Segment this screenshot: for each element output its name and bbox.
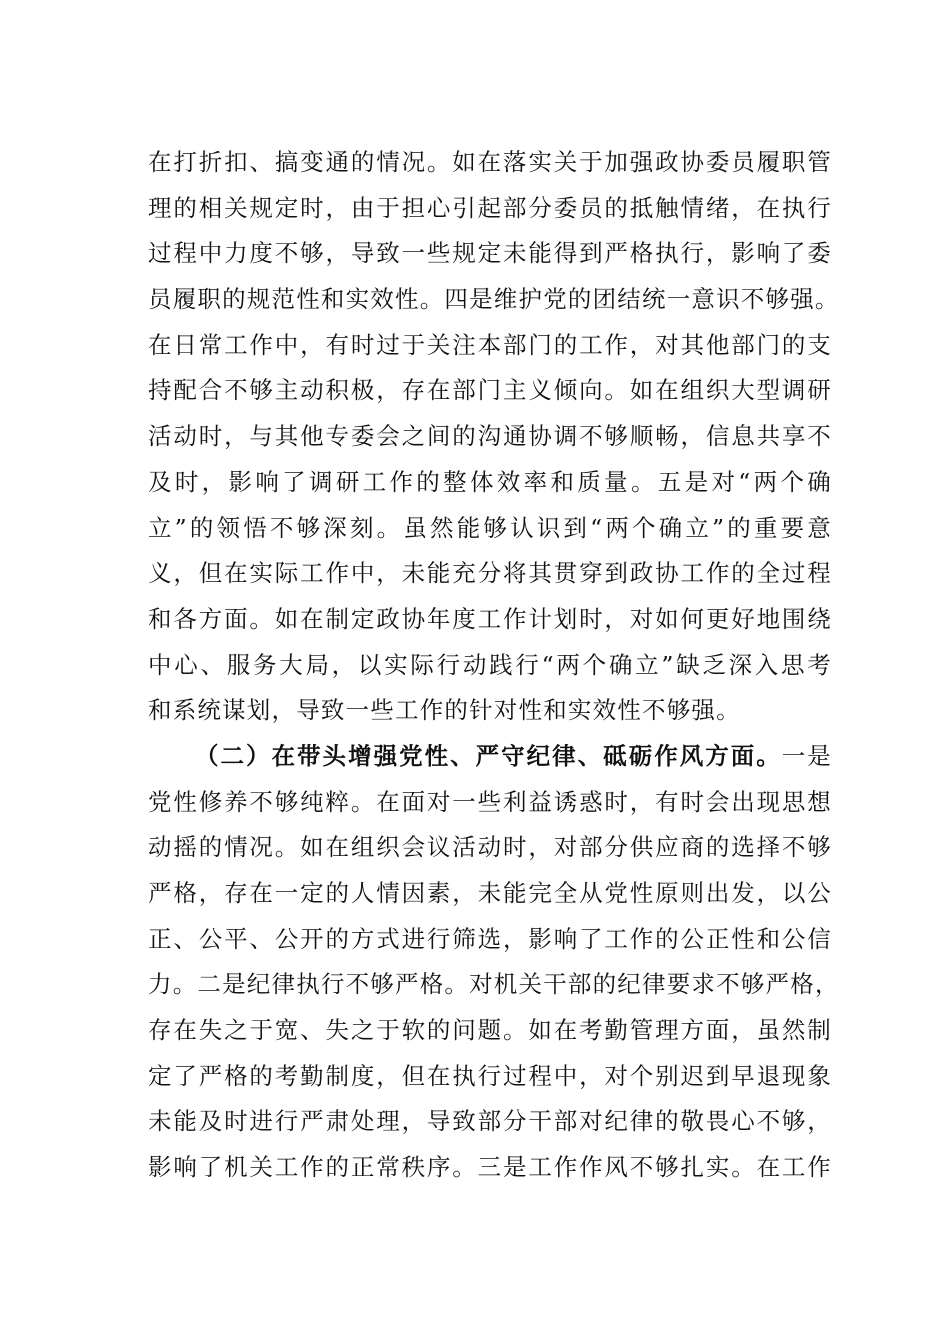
text-line: 和系统谋划，导致一些工作的针对性和实效性不够强。 — [148, 696, 741, 725]
text-line: 党性修养不够纯粹。在面对一些利益诱惑时，有时会出现思想 — [148, 787, 832, 816]
text-line: 义，但在实际工作中，未能充分将其贯穿到政协工作的全过程 — [148, 559, 832, 588]
text-line: 未能及时进行严肃处理，导致部分干部对纪律的敬畏心不够， — [148, 1107, 832, 1136]
text-line: 定了严格的考勤制度，但在执行过程中，对个别迟到早退现象 — [148, 1061, 832, 1090]
heading-continuation: 一是 — [781, 741, 832, 770]
text-line: 在日常工作中，有时过于关注本部门的工作，对其他部门的支 — [148, 330, 832, 359]
text-line: 影响了机关工作的正常秩序。三是工作作风不够扎实。在工作 — [148, 1153, 832, 1182]
document-body — [148, 140, 840, 1191]
text-line: 存在失之于宽、失之于软的问题。如在考勤管理方面，虽然制 — [148, 1016, 832, 1045]
paragraph-2 — [148, 734, 840, 1191]
text-line: 立”的领悟不够深刻。虽然能够认识到“两个确立”的重要意 — [148, 513, 832, 542]
text-line: 严格，存在一定的人情因素，未能完全从党性原则出发，以公 — [148, 879, 832, 907]
text-line: 在打折扣、搞变通的情况。如在落实关于加强政协委员履职管 — [148, 148, 832, 176]
text-line: 正、公平、公开的方式进行筛选，影响了工作的公正性和公信 — [148, 924, 832, 953]
text-line: 员履职的规范性和实效性。四是维护党的团结统一意识不够强。 — [148, 285, 840, 314]
text-line: 过程中力度不够，导致一些规定未能得到严格执行，影响了委 — [148, 239, 832, 268]
text-line: 及时，影响了调研工作的整体效率和质量。五是对“两个确 — [148, 467, 832, 496]
text-line: 力。二是纪律执行不够严格。对机关干部的纪律要求不够严格， — [148, 970, 840, 999]
text-line: 和各方面。如在制定政协年度工作计划时，对如何更好地围绕 — [148, 604, 832, 633]
text-line — [148, 734, 832, 780]
text-line: 动摇的情况。如在组织会议活动时，对部分供应商的选择不够 — [148, 833, 832, 862]
text-line: 活动时，与其他专委会之间的沟通协调不够顺畅，信息共享不 — [148, 422, 832, 451]
text-line: 持配合不够主动积极，存在部门主义倾向。如在组织大型调研 — [148, 376, 832, 405]
text-line: 中心、服务大局，以实际行动践行“两个确立”缺乏深入思考 — [148, 650, 832, 679]
section-heading: （二）在带头增强党性、严守纪律、砥砺作风方面。 — [195, 741, 782, 770]
paragraph-1 — [148, 140, 840, 734]
text-line: 理的相关规定时，由于担心引起部分委员的抵触情绪，在执行 — [148, 193, 832, 222]
